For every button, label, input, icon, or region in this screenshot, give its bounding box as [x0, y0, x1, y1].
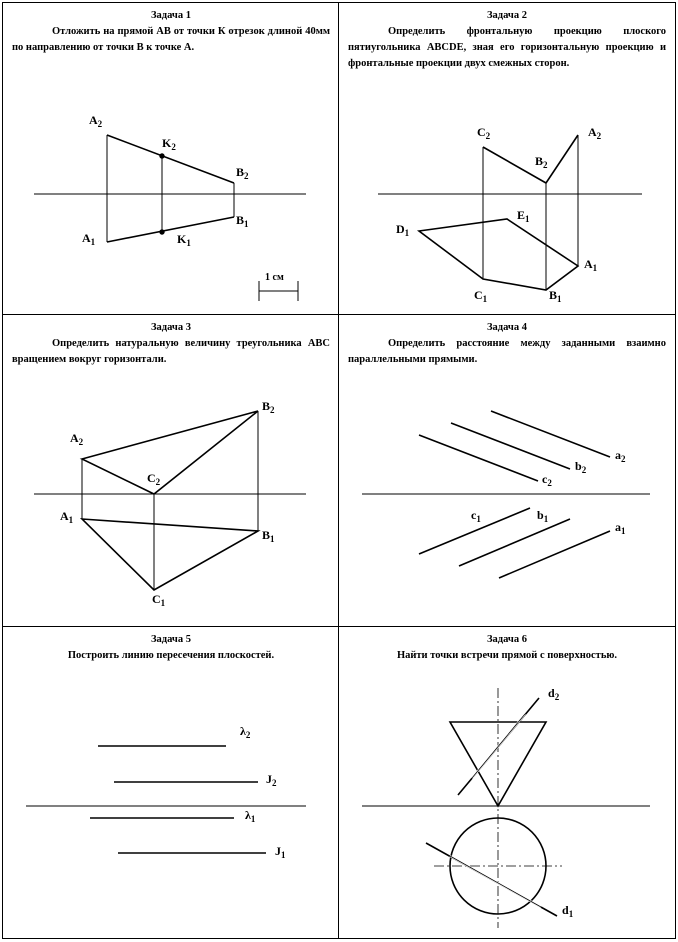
- label-c1: $c_1$: [471, 508, 481, 524]
- label-b2: $B_2$: [236, 165, 249, 181]
- line-b1: [459, 519, 570, 566]
- task-5-title: Задача 5: [151, 634, 191, 645]
- point-k1: [160, 230, 164, 234]
- point-k2: [160, 154, 164, 158]
- pentagon-horizontal: [419, 219, 578, 290]
- task-3-statement: Определить натуральную величину треугольника АВС вращением вокруг горизонтали.: [12, 338, 330, 365]
- task-5-statement: Построить линию пересечения плоскостей.: [67, 650, 275, 661]
- task-6-labels: [548, 686, 574, 919]
- task-3-labels: [60, 399, 275, 608]
- label-a1: $A_1$: [584, 257, 598, 273]
- task-6-title: Задача 6: [487, 634, 527, 645]
- label-d2: $d_2$: [548, 686, 560, 702]
- task-2-statement: Определить фронтальную проекцию плоского пятиугольника ABCDE, зная его горизонтальную проекцию и фронтальные проекции двух смежных сторон.: [348, 26, 666, 69]
- label-a2: $A_2$: [89, 113, 103, 129]
- label-b1: $b_1$: [537, 508, 549, 524]
- triangle-horizontal: [82, 519, 258, 590]
- label-a2: $A_2$: [588, 125, 602, 141]
- label-a2: $A_2$: [70, 431, 84, 447]
- task-2-labels: [396, 125, 602, 304]
- label-j2: $J_2$: [266, 772, 277, 788]
- task-3-title: Задача 3: [151, 322, 191, 333]
- label-d1: $D_1$: [396, 222, 410, 238]
- task-6-drawing: [362, 688, 650, 928]
- task-4-statement: Определить расстояние между заданными взаимно параллельными прямыми.: [348, 338, 666, 365]
- label-e1: $E_1$: [517, 208, 530, 224]
- task-5-labels: [240, 724, 286, 860]
- triangle-front: [82, 411, 258, 494]
- front-sides: [483, 135, 578, 183]
- task-4-drawing: [362, 411, 650, 578]
- label-c1: $C_1$: [474, 288, 488, 304]
- label-b1: $B_1$: [549, 288, 562, 304]
- label-a1: $a_1$: [615, 520, 626, 536]
- task-2-title: Задача 2: [487, 10, 527, 21]
- task-5-drawing: [26, 746, 306, 853]
- label-a1: $A_1$: [82, 231, 96, 247]
- label-lambda2: $\lambda_2$: [240, 724, 251, 740]
- label-c2: $C_2$: [147, 471, 161, 487]
- label-lambda1: $\lambda_1$: [245, 808, 256, 824]
- task-1-statement: Отложить на прямой АВ от точки К отрезок длиной 40мм по направлению от точки В к точке А.: [12, 26, 330, 53]
- task-2-drawing: [378, 135, 642, 290]
- label-c2: $c_2$: [542, 472, 552, 488]
- task-6-statement: Найти точки встречи прямой с поверхностью.: [396, 650, 618, 661]
- label-j1: $J_1$: [275, 844, 286, 860]
- label-b2: $B_2$: [262, 399, 275, 415]
- line-c2: [419, 435, 538, 481]
- label-a2: $a_2$: [615, 448, 626, 464]
- label-scale: 1 см: [265, 272, 284, 283]
- line-d2-hidden-thin: [472, 714, 525, 778]
- label-b2: $b_2$: [575, 459, 587, 475]
- label-c2: $C_2$: [477, 125, 491, 141]
- label-b1: $B_1$: [262, 528, 275, 544]
- segment-a1b1: [107, 217, 234, 242]
- task-4-title: Задача 4: [487, 322, 527, 333]
- label-b1: $B_1$: [236, 213, 249, 229]
- label-a1: $A_1$: [60, 509, 74, 525]
- label-k2: $K_2$: [162, 136, 176, 152]
- line-a1: [499, 531, 610, 578]
- label-k1: $K_1$: [177, 232, 191, 248]
- label-c1: $C_1$: [152, 592, 166, 608]
- line-b2: [451, 423, 570, 469]
- label-b2: $B_2$: [535, 154, 548, 170]
- task-1-labels: [82, 113, 284, 283]
- label-d1: $d_1$: [562, 903, 574, 919]
- task-1-title: Задача 1: [151, 10, 191, 21]
- line-a2: [491, 411, 610, 457]
